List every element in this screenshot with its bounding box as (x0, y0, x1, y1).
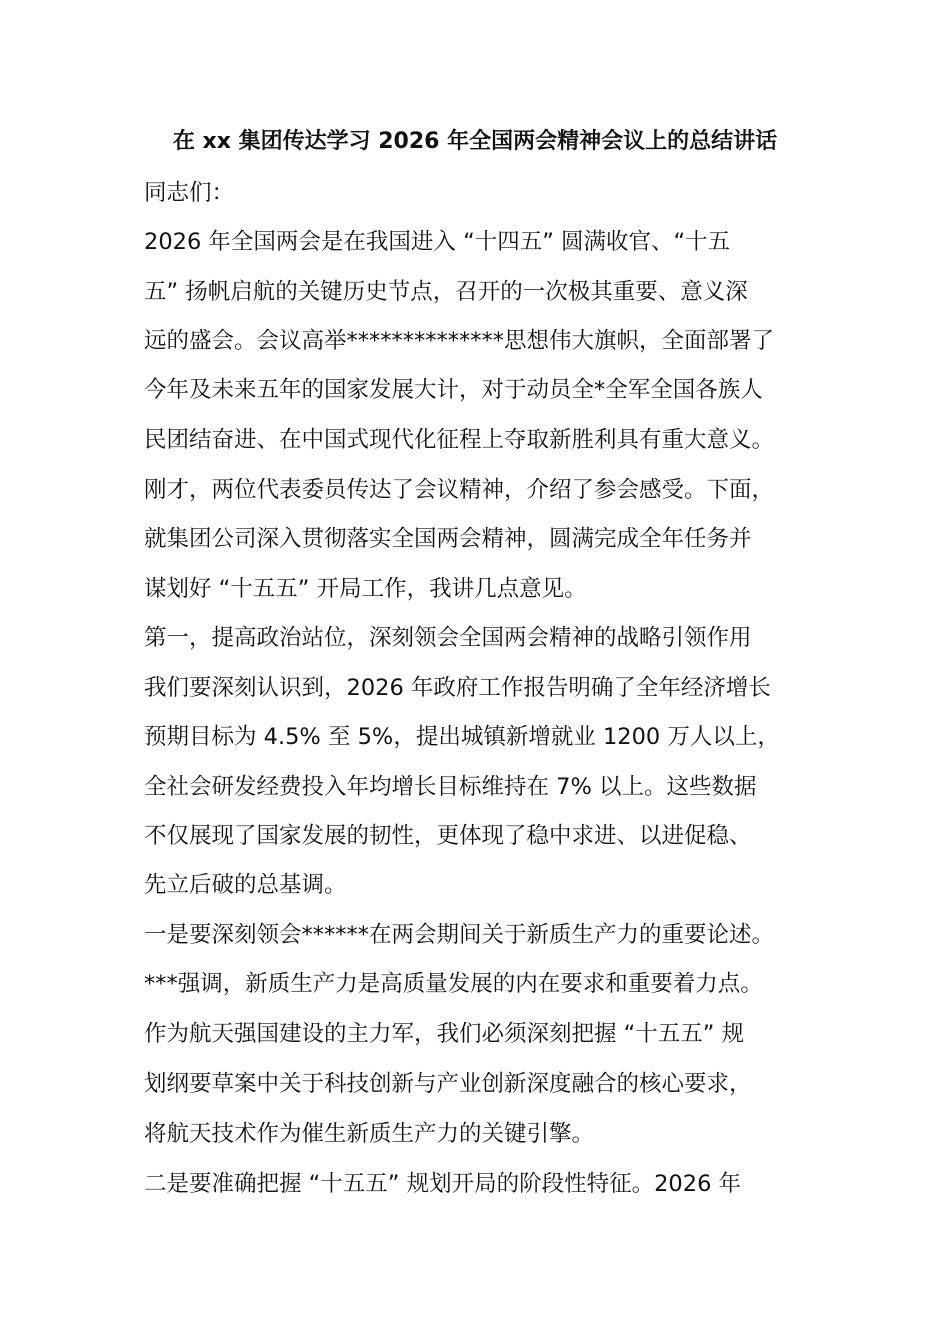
document-title: 在 xx 集团传达学习 2026 年全国两会精神会议上的总结讲话 (172, 129, 778, 154)
text-line: 先立后破的总基调。 (144, 872, 347, 898)
text-line: 刚才，两位代表委员传达了会议精神，介绍了参会感受。下面， (144, 477, 775, 503)
text-line: 将航天技术作为催生新质生产力的关键引擎。 (144, 1121, 595, 1147)
text-line: 谋划好 “十五五” 开局工作，我讲几点意见。 (144, 576, 587, 602)
text-line: 今年及未来五年的国家发展大计，对于动员全*全军全国各族人 (144, 377, 763, 403)
text-line: 不仅展现了国家发展的韧性，更体现了稳中求进、以进促稳、 (144, 823, 752, 849)
text-line: 就集团公司深入贯彻落实全国两会精神，圆满完成全年任务并 (144, 526, 752, 552)
text-line: 划纲要草案中关于科技创新与产业创新深度融合的核心要求， (144, 1071, 752, 1097)
text-line: 民团结奋进、在中国式现代化征程上夺取新胜利具有重大意义。 (144, 427, 775, 453)
text-line: 作为航天强国建设的主力军，我们必须深刻把握 “十五五” 规 (144, 1021, 745, 1047)
text-line: 同志们： (144, 180, 235, 206)
text-line: 一是要深刻领会******在两会期间关于新质生产力的重要论述。 (144, 922, 775, 948)
text-line: 远的盛会。会议高举**************思想伟大旗帜，全面部署了 (144, 328, 775, 354)
text-line: ***强调，新质生产力是高质量发展的内在要求和重要着力点。 (144, 971, 763, 997)
text-line: 预期目标为 4.5% 至 5%，提出城镇新增就业 1200 万人以上， (144, 724, 780, 750)
section-heading: 第一，提高政治站位，深刻领会全国两会精神的战略引领作用 (144, 625, 752, 651)
text-line: 我们要深刻认识到，2026 年政府工作报告明确了全年经济增长 (144, 675, 771, 701)
text-line: 二是要准确把握 “十五五” 规划开局的阶段性特征。2026 年 (144, 1171, 742, 1197)
text-line: 2026 年全国两会是在我国进入 “十四五” 圆满收官、“十五 (144, 229, 731, 255)
text-line: 全社会研发经费投入年均增长目标维持在 7% 以上。这些数据 (144, 774, 757, 800)
text-line: 五” 扬帆启航的关键历史节点，召开的一次极其重要、意义深 (144, 279, 748, 305)
